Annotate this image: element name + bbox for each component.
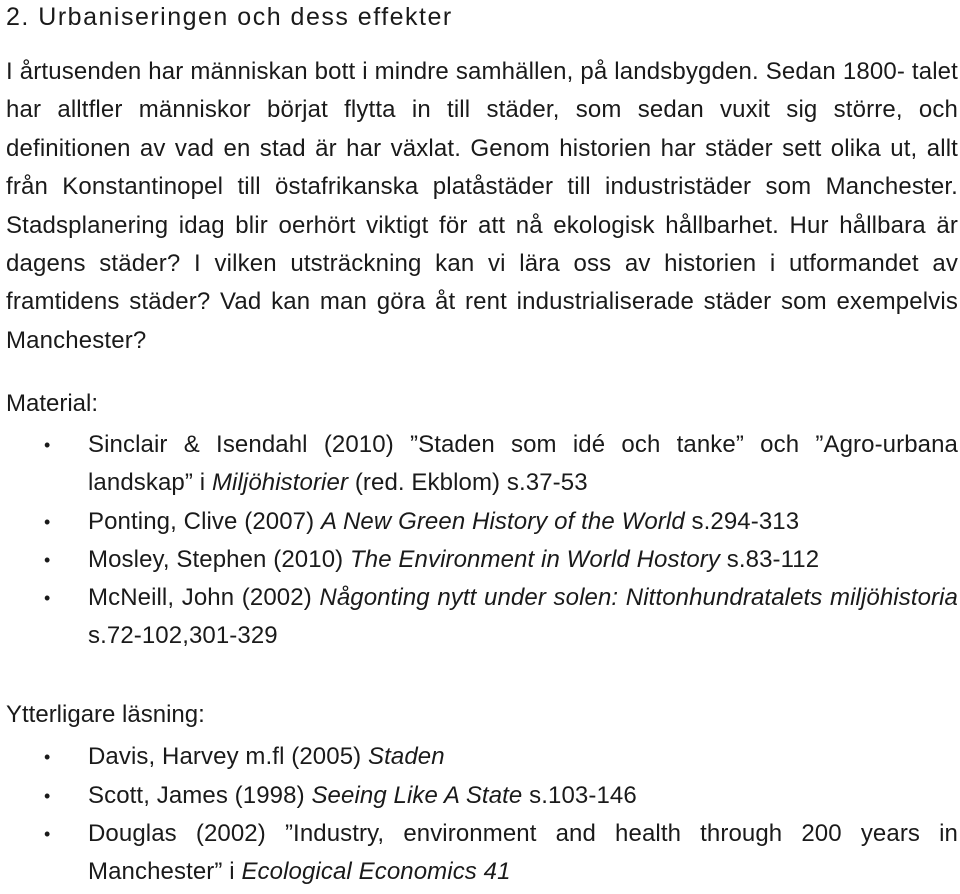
ref-text: Douglas (2002) ”Industry, environment and health through 200 years in Manchester” i [88,819,958,886]
list-item [6,815,958,891]
material-list [6,426,958,655]
ref-pages: s.72-102,301-329 [88,622,278,650]
intro-paragraph: I årtusenden har människan bott i mindre samhällen, på landsbygden. Sedan 1800- talet har alltfler människor börjat flytta in till städer, som sedan vuxit sig större, och definitionen av vad en stad är har växlat. Genom historien har städer sett olika ut, allt från Konstantinopel till östafrikanska platåstäder till industristäder som Manchester. Stadsplanering idag blir oerhört viktigt för att nå ekologisk hållbarhet. Hur hållbara är dagens städer? I vilken utsträckning kan vi lära oss av historien i utformandet av framtidens städer? Vad kan man göra åt rent industrialiserade städer som exempelvis Manchester? [6,58,958,354]
list-item [6,426,958,502]
bullet-icon: • [44,549,51,570]
bullet-icon: • [44,823,51,844]
list-item [6,503,958,541]
further-reading-list [6,738,958,891]
list-item [6,541,958,579]
list-item [6,777,958,815]
document-page [6,0,958,891]
ref-title: A New Green History of the World [321,507,685,535]
ref-title: Någonting nytt under solen: Nittonhundratalets miljöhistoria [319,584,959,612]
ref-text: McNeill, John (2002) [88,584,320,612]
list-item [6,738,958,776]
bullet-icon: • [44,435,51,456]
ref-title: Staden [368,743,445,771]
ref-title: Miljöhistorier [211,469,349,497]
bullet-icon: • [44,747,51,768]
ref-title: Seeing Like A State [311,781,523,809]
ref-pages: s.103-146 [522,781,637,809]
ref-text: Ponting, Clive (2007) [88,507,321,535]
ref-pages: s.294-313 [684,507,800,535]
ref-pages: s.83-112 [720,545,820,573]
bullet-icon: • [44,588,51,609]
material-label: Material: [6,390,99,418]
ref-title: Ecological Economics 41 [241,858,511,886]
ref-title: The Environment in World Hostory [350,545,720,573]
further-reading-label: Ytterligare läsning: [6,701,205,729]
bullet-icon: • [44,785,51,806]
section-heading: 2. Urbaniseringen och dess effekter [6,3,453,31]
ref-text: Sinclair & Isendahl (2010) ”Staden som idé och tanke” och ”Agro-urbana landskap” i [88,431,958,497]
bullet-icon: • [44,511,51,532]
list-item [6,579,958,655]
ref-pages: (red. Ekblom) s.37-53 [348,469,588,497]
ref-text: Davis, Harvey m.fl (2005) [88,743,369,771]
ref-text: Mosley, Stephen (2010) [88,545,350,573]
ref-text: Scott, James (1998) [88,781,312,809]
